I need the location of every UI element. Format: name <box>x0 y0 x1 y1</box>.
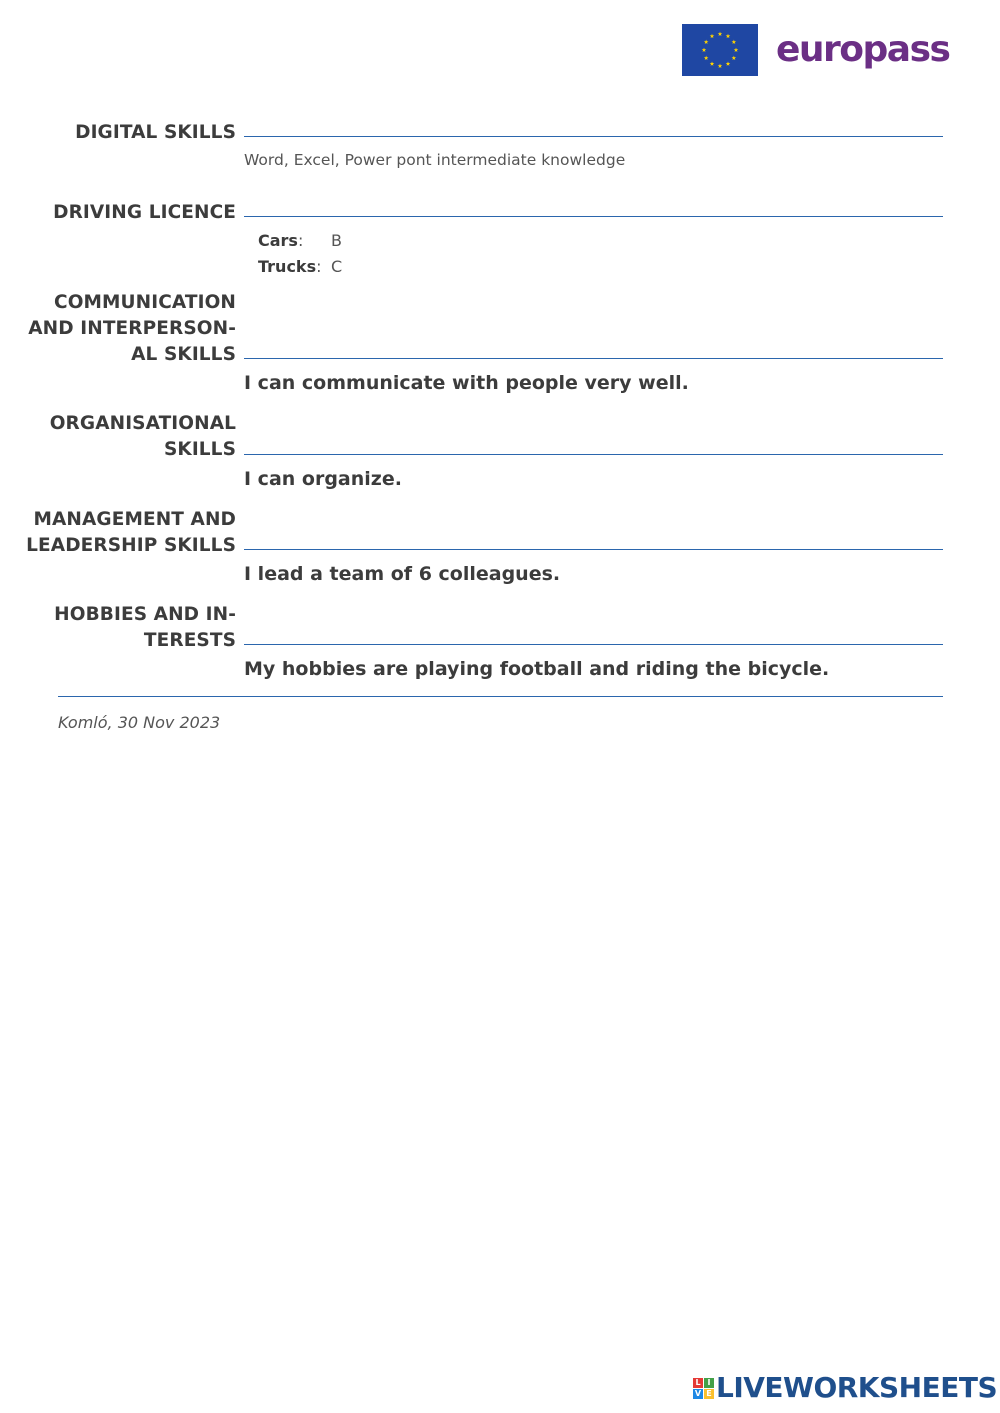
licence-row-cars <box>258 230 342 252</box>
title-line: AL SKILLS <box>131 344 236 365</box>
title-line: HOBBIES AND IN- <box>54 604 236 625</box>
eu-star-icon <box>718 32 723 36</box>
title-line: ORGANISATIONAL <box>49 413 236 434</box>
eu-star-icon <box>718 64 723 68</box>
communication-skills-text: I can communicate with people very well. <box>244 372 689 394</box>
mark-letter: E <box>704 1389 714 1399</box>
licence-row-trucks <box>258 256 343 278</box>
signature-rule <box>58 696 943 697</box>
licence-value: C <box>331 257 343 276</box>
digital-skills-rule <box>244 136 943 137</box>
eu-star-icon <box>726 34 731 38</box>
mark-letter: I <box>704 1378 714 1388</box>
liveworksheets-watermark <box>693 1373 997 1403</box>
eu-star-icon <box>710 34 715 38</box>
eu-star-icon <box>732 56 737 60</box>
eu-star-icon <box>732 40 737 44</box>
eu-star-icon <box>702 48 707 52</box>
liveworksheets-mark-icon <box>693 1378 714 1399</box>
digital-skills-title: DIGITAL SKILLS <box>75 122 236 143</box>
licence-key: Trucks <box>258 257 317 276</box>
title-line: TERESTS <box>143 630 236 651</box>
organisational-skills-text: I can organize. <box>244 468 402 490</box>
title-line: COMMUNICATION <box>54 292 236 313</box>
driving-licence-rule <box>244 216 943 217</box>
eu-stars <box>682 24 758 76</box>
licence-colon: : <box>316 257 322 276</box>
driving-licence-title: DRIVING LICENCE <box>53 202 236 223</box>
licence-value: B <box>331 231 342 250</box>
title-line: MANAGEMENT AND <box>33 509 236 530</box>
hobbies-title <box>0 602 236 654</box>
organisational-skills-rule <box>244 454 943 455</box>
management-skills-rule <box>244 549 943 550</box>
eu-star-icon <box>710 61 715 65</box>
eu-star-icon <box>734 48 739 52</box>
digital-skills-text: Word, Excel, Power pont intermediate knowledge <box>244 151 626 169</box>
licence-key: Cars <box>258 231 298 250</box>
management-skills-title <box>0 507 236 559</box>
hobbies-text: My hobbies are playing football and riding the bicycle. <box>244 658 830 680</box>
management-skills-text: I lead a team of 6 colleagues. <box>244 563 561 585</box>
logo-text: europass <box>776 29 950 70</box>
mark-letter: L <box>693 1378 703 1388</box>
place-date: Komló, 30 Nov 2023 <box>58 713 221 732</box>
liveworksheets-text: LIVEWORKSHEETS <box>716 1371 998 1404</box>
eu-star-icon <box>726 61 731 65</box>
hobbies-rule <box>244 644 943 645</box>
mark-letter: V <box>694 1388 702 1398</box>
organisational-skills-title <box>0 411 236 463</box>
licence-colon: : <box>297 231 304 250</box>
communication-skills-title <box>0 290 236 368</box>
title-line: SKILLS <box>163 439 236 460</box>
eu-star-icon <box>704 56 709 60</box>
eu-star-icon <box>704 40 709 44</box>
title-line: AND INTERPERSON- <box>28 318 236 339</box>
communication-skills-rule <box>244 358 943 359</box>
eu-flag-icon <box>682 24 758 76</box>
europass-logo <box>682 24 949 76</box>
title-line: LEADERSHIP SKILLS <box>26 535 236 556</box>
